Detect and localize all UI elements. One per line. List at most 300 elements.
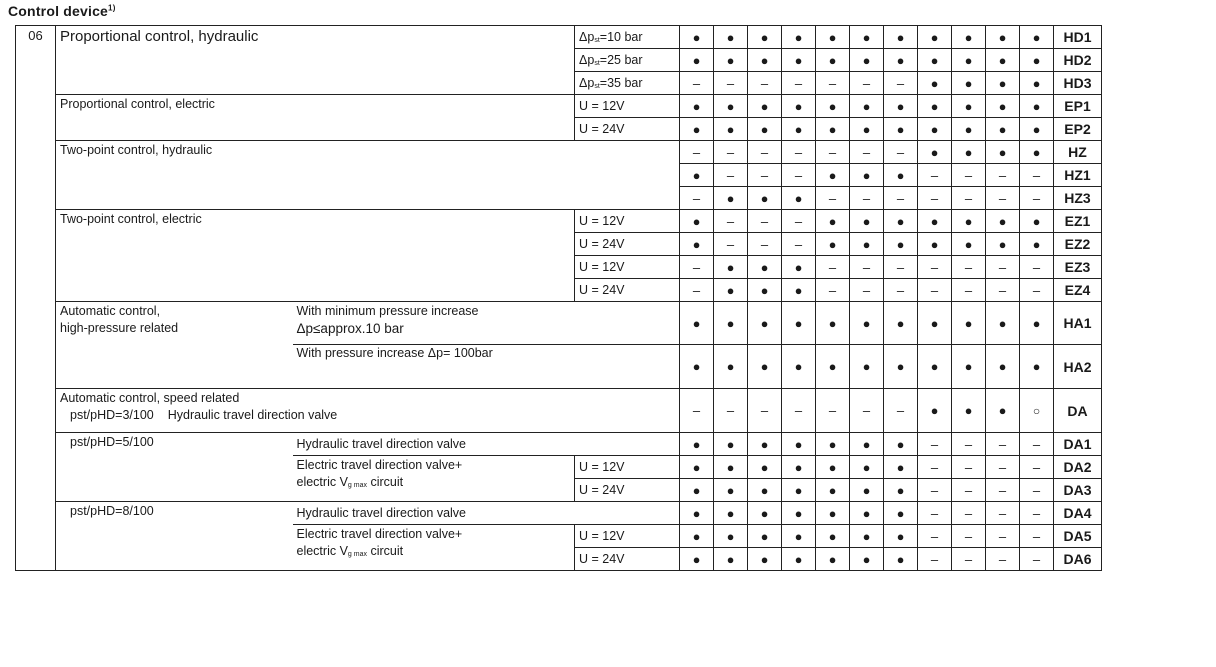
not-available-dash: – bbox=[1020, 502, 1054, 525]
condition-cell: Δpst=10 bar bbox=[575, 26, 680, 49]
not-available-dash: – bbox=[952, 187, 986, 210]
not-available-dash: – bbox=[782, 72, 816, 95]
title-text: Control device bbox=[8, 3, 109, 19]
not-available-dash: – bbox=[918, 525, 952, 548]
available-dot: ● bbox=[680, 95, 714, 118]
table-row bbox=[16, 302, 1102, 345]
not-available-dash: – bbox=[986, 256, 1020, 279]
available-dot: ● bbox=[816, 49, 850, 72]
available-dot: ● bbox=[748, 502, 782, 525]
code-hz: HZ bbox=[1054, 141, 1102, 164]
available-dot: ● bbox=[748, 26, 782, 49]
available-dot: ● bbox=[1020, 49, 1054, 72]
section-title bbox=[8, 3, 116, 19]
code-ez2: EZ2 bbox=[1054, 233, 1102, 256]
available-dot: ● bbox=[986, 233, 1020, 256]
not-available-dash: – bbox=[782, 141, 816, 164]
label-text: Proportional control, electric bbox=[60, 97, 215, 111]
not-available-dash: – bbox=[986, 456, 1020, 479]
not-available-dash: – bbox=[850, 256, 884, 279]
condition-prefix: Δp bbox=[579, 53, 595, 67]
not-available-dash: – bbox=[816, 141, 850, 164]
not-available-dash: – bbox=[680, 279, 714, 302]
not-available-dash: – bbox=[816, 187, 850, 210]
condition-prefix: Δp bbox=[579, 76, 595, 90]
on-request-circle: ○ bbox=[1020, 389, 1054, 433]
available-dot: ● bbox=[748, 525, 782, 548]
el-valve-vg-sub: g max bbox=[347, 482, 367, 489]
label-two-point-electric bbox=[56, 210, 575, 302]
available-dot: ● bbox=[1020, 95, 1054, 118]
condition-cell bbox=[575, 279, 680, 302]
available-dot: ● bbox=[714, 302, 748, 345]
available-dot: ● bbox=[816, 456, 850, 479]
not-available-dash: – bbox=[952, 256, 986, 279]
code-hd3: HD3 bbox=[1054, 72, 1102, 95]
available-dot: ● bbox=[952, 141, 986, 164]
code-hz1: HZ1 bbox=[1054, 164, 1102, 187]
not-available-dash: – bbox=[850, 187, 884, 210]
not-available-dash: – bbox=[816, 72, 850, 95]
not-available-dash: – bbox=[1020, 164, 1054, 187]
condition-cell bbox=[575, 548, 680, 571]
ha1-line2: Δp≤approx.10 bar bbox=[296, 321, 404, 336]
not-available-dash: – bbox=[680, 389, 714, 433]
condition-subscript: st bbox=[594, 60, 600, 67]
available-dot: ● bbox=[816, 26, 850, 49]
label-text: Proportional control, hydraulic bbox=[60, 28, 259, 45]
not-available-dash: – bbox=[952, 164, 986, 187]
available-dot: ● bbox=[816, 502, 850, 525]
available-dot: ● bbox=[714, 118, 748, 141]
not-available-dash: – bbox=[816, 256, 850, 279]
available-dot: ● bbox=[680, 433, 714, 456]
label-ratio-group bbox=[56, 502, 293, 571]
el-valve-vg: electric V bbox=[296, 544, 348, 558]
available-dot: ● bbox=[986, 302, 1020, 345]
not-available-dash: – bbox=[714, 233, 748, 256]
not-available-dash: – bbox=[850, 72, 884, 95]
not-available-dash: – bbox=[884, 187, 918, 210]
code-hz3: HZ3 bbox=[1054, 187, 1102, 210]
condition-text: U = 12V bbox=[579, 260, 625, 274]
not-available-dash: – bbox=[714, 164, 748, 187]
condition-subscript: st bbox=[594, 83, 600, 90]
condition-text: U = 12V bbox=[579, 460, 625, 474]
available-dot: ● bbox=[850, 456, 884, 479]
available-dot: ● bbox=[884, 302, 918, 345]
available-dot: ● bbox=[986, 345, 1020, 389]
available-dot: ● bbox=[782, 302, 816, 345]
not-available-dash: – bbox=[1020, 256, 1054, 279]
available-dot: ● bbox=[748, 548, 782, 571]
available-dot: ● bbox=[952, 389, 986, 433]
ratio-text: pst/pHD=8/100 bbox=[70, 504, 154, 518]
condition-cell bbox=[575, 456, 680, 479]
available-dot: ● bbox=[714, 95, 748, 118]
code-da6: DA6 bbox=[1054, 548, 1102, 571]
not-available-dash: – bbox=[782, 164, 816, 187]
available-dot: ● bbox=[680, 49, 714, 72]
el-valve-description bbox=[293, 456, 575, 502]
code-da2: DA2 bbox=[1054, 456, 1102, 479]
available-dot: ● bbox=[782, 26, 816, 49]
condition-subscript: st bbox=[594, 37, 600, 44]
el-valve-line2 bbox=[297, 544, 571, 558]
el-valve-line2 bbox=[297, 475, 571, 489]
table-row bbox=[16, 26, 1102, 49]
label-two-point-hydraulic bbox=[56, 141, 680, 210]
label-text: Two-point control, hydraulic bbox=[60, 143, 213, 157]
condition-cell: Δpst=35 bar bbox=[575, 72, 680, 95]
condition-cell: Δpst=25 bar bbox=[575, 49, 680, 72]
valve-text: Hydraulic travel direction valve bbox=[296, 506, 467, 520]
ha2-description bbox=[293, 345, 680, 389]
available-dot: ● bbox=[952, 26, 986, 49]
available-dot: ● bbox=[748, 433, 782, 456]
available-dot: ● bbox=[918, 345, 952, 389]
not-available-dash: – bbox=[850, 389, 884, 433]
available-dot: ● bbox=[850, 479, 884, 502]
code-ez3: EZ3 bbox=[1054, 256, 1102, 279]
available-dot: ● bbox=[850, 210, 884, 233]
available-dot: ● bbox=[1020, 26, 1054, 49]
available-dot: ● bbox=[680, 525, 714, 548]
available-dot: ● bbox=[986, 210, 1020, 233]
available-dot: ● bbox=[918, 210, 952, 233]
condition-text: U = 24V bbox=[579, 552, 625, 566]
available-dot: ● bbox=[680, 210, 714, 233]
el-valve-description bbox=[293, 525, 575, 571]
available-dot: ● bbox=[782, 49, 816, 72]
available-dot: ● bbox=[816, 548, 850, 571]
not-available-dash: – bbox=[952, 279, 986, 302]
not-available-dash: – bbox=[918, 548, 952, 571]
available-dot: ● bbox=[986, 26, 1020, 49]
available-dot: ● bbox=[952, 72, 986, 95]
available-dot: ● bbox=[850, 49, 884, 72]
available-dot: ● bbox=[986, 118, 1020, 141]
available-dot: ● bbox=[850, 548, 884, 571]
available-dot: ● bbox=[986, 49, 1020, 72]
available-dot: ● bbox=[816, 302, 850, 345]
table-row bbox=[16, 141, 1102, 164]
available-dot: ● bbox=[986, 141, 1020, 164]
code-hd1: HD1 bbox=[1054, 26, 1102, 49]
ha1-description bbox=[293, 302, 680, 345]
not-available-dash: – bbox=[918, 256, 952, 279]
available-dot: ● bbox=[850, 345, 884, 389]
el-valve-vg: electric V bbox=[296, 475, 348, 489]
available-dot: ● bbox=[1020, 302, 1054, 345]
available-dot: ● bbox=[816, 233, 850, 256]
not-available-dash: – bbox=[816, 389, 850, 433]
not-available-dash: – bbox=[952, 502, 986, 525]
available-dot: ● bbox=[1020, 118, 1054, 141]
available-dot: ● bbox=[884, 502, 918, 525]
not-available-dash: – bbox=[714, 389, 748, 433]
not-available-dash: – bbox=[986, 164, 1020, 187]
available-dot: ● bbox=[748, 302, 782, 345]
not-available-dash: – bbox=[884, 279, 918, 302]
not-available-dash: – bbox=[1020, 548, 1054, 571]
available-dot: ● bbox=[884, 479, 918, 502]
not-available-dash: – bbox=[748, 233, 782, 256]
available-dot: ● bbox=[918, 389, 952, 433]
label-speed-related bbox=[56, 389, 680, 433]
available-dot: ● bbox=[816, 525, 850, 548]
available-dot: ● bbox=[952, 49, 986, 72]
code-ep1: EP1 bbox=[1054, 95, 1102, 118]
available-dot: ● bbox=[986, 72, 1020, 95]
not-available-dash: – bbox=[1020, 456, 1054, 479]
not-available-dash: – bbox=[782, 233, 816, 256]
available-dot: ● bbox=[850, 302, 884, 345]
not-available-dash: – bbox=[782, 210, 816, 233]
el-valve-line1: Electric travel direction valve+ bbox=[296, 458, 463, 472]
condition-text: U = 24V bbox=[579, 122, 625, 136]
el-valve-line1: Electric travel direction valve+ bbox=[296, 527, 463, 541]
not-available-dash: – bbox=[884, 256, 918, 279]
available-dot: ● bbox=[918, 141, 952, 164]
available-dot: ● bbox=[1020, 210, 1054, 233]
not-available-dash: – bbox=[952, 433, 986, 456]
available-dot: ● bbox=[884, 26, 918, 49]
available-dot: ● bbox=[884, 210, 918, 233]
available-dot: ● bbox=[816, 479, 850, 502]
el-valve-circuit: circuit bbox=[366, 475, 404, 489]
not-available-dash: – bbox=[748, 141, 782, 164]
title-footnote: 1) bbox=[108, 3, 116, 13]
available-dot: ● bbox=[782, 256, 816, 279]
not-available-dash: – bbox=[884, 389, 918, 433]
not-available-dash: – bbox=[986, 525, 1020, 548]
available-dot: ● bbox=[714, 256, 748, 279]
not-available-dash: – bbox=[1020, 279, 1054, 302]
available-dot: ● bbox=[884, 95, 918, 118]
available-dot: ● bbox=[1020, 72, 1054, 95]
available-dot: ● bbox=[1020, 233, 1054, 256]
label-ratio-group bbox=[56, 433, 293, 502]
ha2-text: With pressure increase Δp= 100bar bbox=[296, 346, 493, 360]
not-available-dash: – bbox=[680, 187, 714, 210]
not-available-dash: – bbox=[986, 279, 1020, 302]
label-line2: high-pressure related bbox=[60, 321, 179, 335]
available-dot: ● bbox=[952, 345, 986, 389]
not-available-dash: – bbox=[952, 456, 986, 479]
table-row bbox=[16, 433, 1102, 456]
available-dot: ● bbox=[952, 302, 986, 345]
condition-text: U = 24V bbox=[579, 283, 625, 297]
available-dot: ● bbox=[714, 502, 748, 525]
condition-cell bbox=[575, 479, 680, 502]
available-dot: ● bbox=[680, 502, 714, 525]
label-line1: Automatic control, speed related bbox=[60, 391, 240, 405]
not-available-dash: – bbox=[918, 433, 952, 456]
code-da4: DA4 bbox=[1054, 502, 1102, 525]
not-available-dash: – bbox=[918, 502, 952, 525]
not-available-dash: – bbox=[850, 141, 884, 164]
available-dot: ● bbox=[680, 345, 714, 389]
not-available-dash: – bbox=[986, 548, 1020, 571]
not-available-dash: – bbox=[986, 502, 1020, 525]
not-available-dash: – bbox=[952, 479, 986, 502]
not-available-dash: – bbox=[782, 389, 816, 433]
available-dot: ● bbox=[884, 456, 918, 479]
label-text: Two-point control, electric bbox=[60, 212, 202, 226]
not-available-dash: – bbox=[680, 141, 714, 164]
available-dot: ● bbox=[680, 302, 714, 345]
available-dot: ● bbox=[714, 279, 748, 302]
available-dot: ● bbox=[714, 433, 748, 456]
available-dot: ● bbox=[850, 164, 884, 187]
available-dot: ● bbox=[884, 233, 918, 256]
condition-text: U = 12V bbox=[579, 214, 625, 228]
available-dot: ● bbox=[986, 95, 1020, 118]
available-dot: ● bbox=[816, 210, 850, 233]
code-da: DA bbox=[1054, 389, 1102, 433]
available-dot: ● bbox=[748, 118, 782, 141]
available-dot: ● bbox=[782, 279, 816, 302]
available-dot: ● bbox=[782, 548, 816, 571]
label-line1: Automatic control, bbox=[60, 304, 161, 318]
table-row bbox=[16, 502, 1102, 525]
available-dot: ● bbox=[816, 118, 850, 141]
table-row bbox=[16, 389, 1102, 433]
available-dot: ● bbox=[782, 95, 816, 118]
available-dot: ● bbox=[884, 164, 918, 187]
code-ez4: EZ4 bbox=[1054, 279, 1102, 302]
available-dot: ● bbox=[918, 49, 952, 72]
available-dot: ● bbox=[952, 118, 986, 141]
condition-prefix: Δp bbox=[579, 30, 595, 44]
available-dot: ● bbox=[748, 456, 782, 479]
available-dot: ● bbox=[1020, 141, 1054, 164]
available-dot: ● bbox=[884, 49, 918, 72]
not-available-dash: – bbox=[1020, 187, 1054, 210]
available-dot: ● bbox=[884, 118, 918, 141]
available-dot: ● bbox=[748, 256, 782, 279]
available-dot: ● bbox=[714, 187, 748, 210]
available-dot: ● bbox=[918, 26, 952, 49]
table-row bbox=[16, 210, 1102, 233]
available-dot: ● bbox=[714, 525, 748, 548]
available-dot: ● bbox=[918, 72, 952, 95]
condition-cell bbox=[575, 118, 680, 141]
el-valve-vg-sub: g max bbox=[347, 551, 367, 558]
condition-cell bbox=[575, 525, 680, 548]
not-available-dash: – bbox=[952, 525, 986, 548]
not-available-dash: – bbox=[918, 279, 952, 302]
available-dot: ● bbox=[850, 95, 884, 118]
condition-cell bbox=[575, 233, 680, 256]
label-hydraulic-proportional bbox=[56, 26, 575, 95]
available-dot: ● bbox=[850, 525, 884, 548]
table-row bbox=[16, 95, 1102, 118]
condition-text: U = 12V bbox=[579, 99, 625, 113]
available-dot: ● bbox=[884, 548, 918, 571]
not-available-dash: – bbox=[680, 256, 714, 279]
available-dot: ● bbox=[884, 433, 918, 456]
available-dot: ● bbox=[680, 164, 714, 187]
available-dot: ● bbox=[850, 118, 884, 141]
not-available-dash: – bbox=[918, 479, 952, 502]
available-dot: ● bbox=[714, 548, 748, 571]
available-dot: ● bbox=[850, 433, 884, 456]
ha1-line1: With minimum pressure increase bbox=[296, 304, 479, 318]
available-dot: ● bbox=[1020, 345, 1054, 389]
available-dot: ● bbox=[714, 26, 748, 49]
available-dot: ● bbox=[816, 164, 850, 187]
condition-text: U = 24V bbox=[579, 237, 625, 251]
not-available-dash: – bbox=[952, 548, 986, 571]
da-ratio: pst/pHD=3/100 bbox=[70, 408, 154, 422]
available-dot: ● bbox=[850, 26, 884, 49]
not-available-dash: – bbox=[986, 479, 1020, 502]
available-dot: ● bbox=[680, 479, 714, 502]
group-code: 06 bbox=[16, 26, 56, 571]
not-available-dash: – bbox=[986, 187, 1020, 210]
el-valve-circuit: circuit bbox=[366, 544, 404, 558]
available-dot: ● bbox=[782, 479, 816, 502]
hyd-valve-description bbox=[293, 433, 680, 456]
available-dot: ● bbox=[816, 95, 850, 118]
not-available-dash: – bbox=[748, 210, 782, 233]
available-dot: ● bbox=[918, 95, 952, 118]
code-da1: DA1 bbox=[1054, 433, 1102, 456]
available-dot: ● bbox=[714, 456, 748, 479]
available-dot: ● bbox=[680, 456, 714, 479]
not-available-dash: – bbox=[816, 279, 850, 302]
not-available-dash: – bbox=[748, 164, 782, 187]
available-dot: ● bbox=[748, 479, 782, 502]
available-dot: ● bbox=[714, 479, 748, 502]
available-dot: ● bbox=[782, 187, 816, 210]
label-high-pressure bbox=[56, 302, 293, 389]
available-dot: ● bbox=[918, 233, 952, 256]
available-dot: ● bbox=[952, 233, 986, 256]
available-dot: ● bbox=[850, 502, 884, 525]
available-dot: ● bbox=[680, 26, 714, 49]
available-dot: ● bbox=[986, 389, 1020, 433]
not-available-dash: – bbox=[918, 456, 952, 479]
available-dot: ● bbox=[952, 210, 986, 233]
available-dot: ● bbox=[680, 233, 714, 256]
condition-text: U = 24V bbox=[579, 483, 625, 497]
control-device-table bbox=[15, 25, 1102, 571]
not-available-dash: – bbox=[1020, 525, 1054, 548]
ratio-text: pst/pHD=5/100 bbox=[70, 435, 154, 449]
available-dot: ● bbox=[782, 345, 816, 389]
available-dot: ● bbox=[816, 345, 850, 389]
available-dot: ● bbox=[782, 433, 816, 456]
hyd-valve-description bbox=[293, 502, 680, 525]
not-available-dash: – bbox=[714, 72, 748, 95]
da-line2 bbox=[60, 408, 675, 422]
available-dot: ● bbox=[748, 345, 782, 389]
not-available-dash: – bbox=[986, 433, 1020, 456]
condition-cell bbox=[575, 210, 680, 233]
not-available-dash: – bbox=[918, 164, 952, 187]
available-dot: ● bbox=[748, 187, 782, 210]
available-dot: ● bbox=[782, 525, 816, 548]
not-available-dash: – bbox=[748, 389, 782, 433]
not-available-dash: – bbox=[1020, 479, 1054, 502]
not-available-dash: – bbox=[884, 141, 918, 164]
available-dot: ● bbox=[748, 95, 782, 118]
available-dot: ● bbox=[748, 49, 782, 72]
not-available-dash: – bbox=[748, 72, 782, 95]
